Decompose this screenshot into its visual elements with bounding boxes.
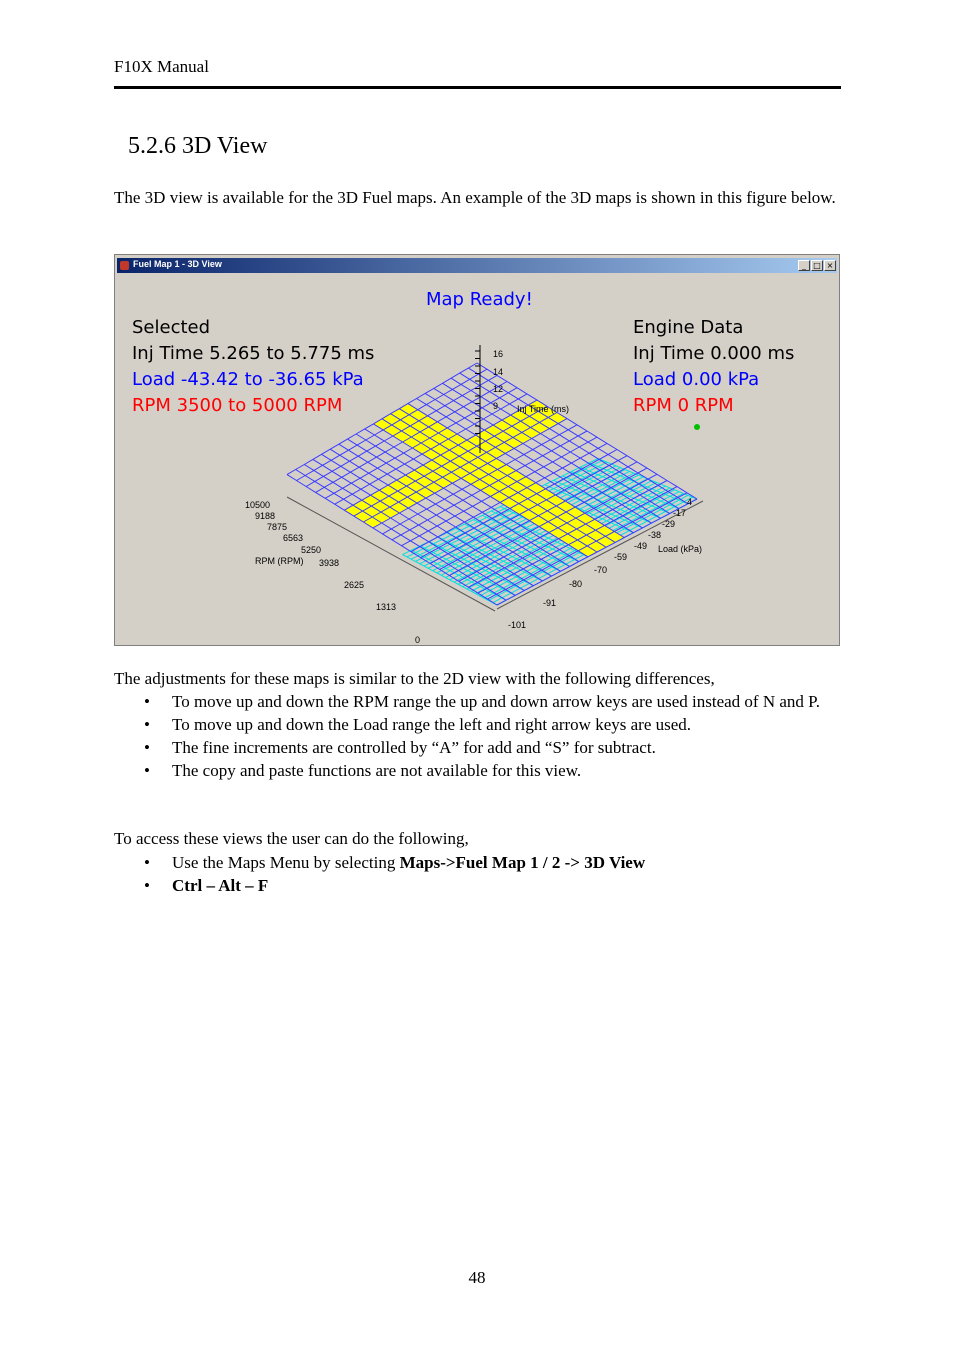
engine-marker [694, 424, 700, 430]
figure-3d-view-window [114, 254, 840, 646]
access-intro: To access these views the user can do the following, [114, 829, 469, 848]
engine-inj-time: Inj Time 0.000 ms [633, 343, 795, 364]
engine-data-heading: Engine Data [633, 317, 744, 338]
load-axis-label: Load (kPa) [658, 544, 703, 554]
list-item-text: To move up and down the Load range the left and right arrow keys are used. [172, 715, 692, 734]
bullet-icon: • [144, 761, 150, 780]
status-text: Map Ready! [426, 289, 533, 310]
list-item-text: The fine increments are controlled by “A” for add and “S” for subtract. [172, 738, 656, 757]
intro-paragraph: The 3D view is available for the 3D Fuel maps. An example of the 3D maps is shown in this figure below. [114, 188, 836, 207]
z-axis-tick-label: 9 [493, 401, 499, 411]
engine-load: Load 0.00 kPa [633, 369, 760, 390]
bullet-icon: • [144, 715, 150, 734]
running-header: F10X Manual [114, 57, 209, 76]
list-item [114, 759, 841, 782]
load-tick-label: -29 [662, 519, 676, 529]
rpm-tick-label: 3938 [319, 558, 340, 568]
list-item-text: To move up and down the RPM range the up and down arrow keys are used instead of N and P. [172, 692, 820, 711]
rpm-tick-label: 9188 [255, 511, 276, 521]
load-tick-label: -17 [673, 508, 687, 518]
load-tick-label: -38 [648, 530, 662, 540]
selected-heading: Selected [132, 317, 211, 338]
list-item [114, 851, 841, 874]
window-title: Fuel Map 1 - 3D View [133, 259, 222, 269]
rpm-axis-label: RPM (RPM) [255, 556, 304, 566]
rpm-tick-label: 7875 [267, 522, 288, 532]
rpm-tick-label: 5250 [301, 545, 322, 555]
bullet-icon: • [144, 692, 150, 711]
close-button[interactable]: × [824, 260, 836, 271]
load-tick-label: -91 [543, 598, 557, 608]
z-axis-tick-label: 16 [493, 349, 504, 359]
load-tick-label: -80 [569, 579, 583, 589]
section-title: 5.2.6 3D View [128, 133, 268, 159]
load-tick-label: 4 [687, 497, 693, 507]
load-tick-label: -101 [508, 620, 527, 630]
load-tick-label: -59 [614, 552, 628, 562]
maximize-button[interactable]: □ [811, 260, 823, 271]
z-axis-tick-label: 14 [493, 367, 504, 377]
list-item [114, 736, 841, 759]
list-item-text: Use the Maps Menu by selecting [172, 853, 400, 872]
selected-load: Load -43.42 to -36.65 kPa [132, 369, 364, 390]
access-list [114, 851, 841, 897]
rpm-tick-label: 0 [415, 635, 421, 645]
bullet-icon: • [144, 876, 150, 895]
rpm-tick-label: 1313 [376, 602, 397, 612]
load-tick-label: -70 [594, 565, 608, 575]
app-icon [120, 261, 129, 270]
rpm-tick-label: 6563 [283, 533, 304, 543]
keyboard-shortcut: Ctrl – Alt – F [172, 876, 269, 895]
menu-path: Maps->Fuel Map 1 / 2 -> 3D View [399, 853, 646, 872]
z-axis-tick-label: 12 [493, 384, 504, 394]
page-number: 48 [468, 1268, 486, 1287]
engine-rpm: RPM 0 RPM [633, 395, 734, 416]
minimize-button[interactable]: _ [798, 260, 810, 271]
list-item [114, 874, 841, 897]
adjustments-list [114, 690, 841, 782]
list-item [114, 713, 841, 736]
selected-rpm: RPM 3500 to 5000 RPM [132, 395, 343, 416]
bullet-icon: • [144, 853, 150, 872]
window-titlebar [117, 258, 837, 273]
adjustments-intro: The adjustments for these maps is similar to the 2D view with the following differences, [114, 669, 715, 688]
header-rule [114, 86, 841, 89]
list-item-text: The copy and paste functions are not available for this view. [172, 761, 582, 780]
load-tick-label: -49 [634, 541, 648, 551]
z-axis-label: Inj Time (ms) [517, 404, 570, 414]
selected-inj-time: Inj Time 5.265 to 5.775 ms [132, 343, 375, 364]
3d-plot-area[interactable] [117, 275, 837, 643]
rpm-tick-label: 10500 [245, 500, 271, 510]
bullet-icon: • [144, 738, 150, 757]
rpm-tick-label: 2625 [344, 580, 365, 590]
list-item [114, 690, 841, 713]
